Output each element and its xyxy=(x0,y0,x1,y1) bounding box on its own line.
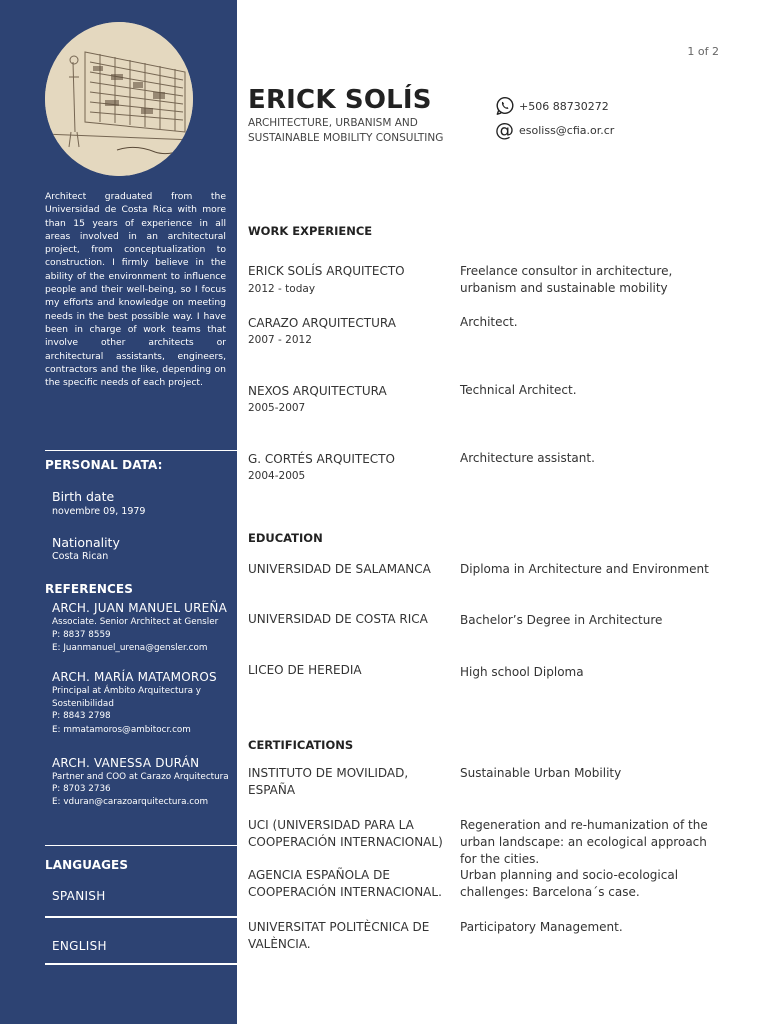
education-school: LICEO DE HEREDIA xyxy=(248,663,362,677)
certification-institution: AGENCIA ESPAÑOLA DE COOPERACIÓN INTERNACIONAL. xyxy=(248,868,442,899)
certification-institution: INSTITUTO DE MOVILIDAD, ESPAÑA xyxy=(248,766,409,797)
phone-contact xyxy=(495,96,609,116)
language-item: ENGLISH xyxy=(52,939,107,953)
certification-institution: UNIVERSITAT POLITÈCNICA DE VALÈNCIA. xyxy=(248,920,430,951)
languages-heading: LANGUAGES xyxy=(45,858,129,872)
reference-name: ARCH. MARÍA MATAMOROS xyxy=(52,670,217,684)
certification-institution: UCI (UNIVERSIDAD PARA LA COOPERACIÓN INTERNACIONAL) xyxy=(248,818,443,849)
nationality-label: Nationality xyxy=(52,535,120,550)
nationality-value: Costa Rican xyxy=(52,551,109,562)
reference-email[interactable]: E: Juanmanuel_urena@gensler.com xyxy=(52,643,208,653)
work-company: ERICK SOLÍS ARQUITECTO xyxy=(248,264,405,278)
certification-title: Regeneration and re-humanization of the urban landscape: an ecological approach for the cities. xyxy=(460,818,708,866)
reference-email[interactable]: E: mmatamoros@ambitocr.com xyxy=(52,725,191,735)
whatsapp-icon xyxy=(495,96,515,116)
reference-email[interactable]: E: vduran@carazoarquitectura.com xyxy=(52,797,209,807)
birth-date-label: Birth date xyxy=(52,489,115,504)
certification-title: Urban planning and socio-ecological challenges: Barcelona´s case. xyxy=(460,868,679,899)
education-school: UNIVERSIDAD DE SALAMANCA xyxy=(248,562,431,576)
birth-date-value: novembre 09, 1979 xyxy=(52,506,146,517)
certification-title: Sustainable Urban Mobility xyxy=(460,766,622,780)
reference-phone: P: 8703 2736 xyxy=(52,784,111,794)
work-role: Freelance consultor in architecture, urbanism and sustainable mobility xyxy=(460,264,673,295)
bio-text: Architect graduated from the Universidad de Costa Rica with more than 15 years of experience in all areas involved in an architectural project, from conceptualization to construction. I firmly believe in the ability of the environment to influence people and their well-being, so I focus my efforts and knowledge on meeting needs in the best possible way. I have been in charge of work teams that involve other architects or architectural assistants, engineers, contractors and the like, depending on the specific needs of each project. xyxy=(45,191,226,389)
work-company: NEXOS ARQUITECTURA xyxy=(248,384,387,398)
work-company: G. CORTÉS ARQUITECTO xyxy=(248,452,395,466)
references-heading: REFERENCES xyxy=(45,582,133,596)
language-item: SPANISH xyxy=(52,889,106,903)
education-degree: Bachelor’s Degree in Architecture xyxy=(460,613,663,627)
svg-text:@: @ xyxy=(495,120,514,140)
page-number: 1 of 2 xyxy=(687,45,719,58)
reference-position: Partner and COO at Carazo Arquitectura xyxy=(52,772,229,782)
education-degree: High school Diploma xyxy=(460,665,584,679)
personal-data-heading: PERSONAL DATA: xyxy=(45,458,163,472)
work-dates: 2007 - 2012 xyxy=(248,334,312,346)
email-contact xyxy=(495,120,614,140)
email-address[interactable]: esoliss@cfia.or.cr xyxy=(519,123,615,137)
work-role: Architect. xyxy=(460,315,518,329)
work-dates: 2004-2005 xyxy=(248,470,306,482)
reference-name: ARCH. JUAN MANUEL UREÑA xyxy=(52,601,227,615)
work-role: Architecture assistant. xyxy=(460,451,595,465)
reference-name: ARCH. VANESSA DURÁN xyxy=(52,756,200,770)
reference-phone: P: 8837 8559 xyxy=(52,630,111,640)
work-dates: 2012 - today xyxy=(248,283,316,295)
reference-position: Principal at Ámbito Arquitectura y Sostenibilidad xyxy=(52,686,201,709)
at-sign-icon xyxy=(495,120,515,140)
work-role: Technical Architect. xyxy=(460,383,577,397)
work-experience-heading: WORK EXPERIENCE xyxy=(248,224,373,238)
education-degree: Diploma in Architecture and Environment xyxy=(460,562,709,576)
certification-title: Participatory Management. xyxy=(460,920,623,934)
certifications-heading: CERTIFICATIONS xyxy=(248,738,354,752)
education-heading: EDUCATION xyxy=(248,531,323,545)
education-school: UNIVERSIDAD DE COSTA RICA xyxy=(248,612,428,626)
reference-position: Associate. Senior Architect at Gensler xyxy=(52,617,219,627)
reference-phone: P: 8843 2798 xyxy=(52,711,111,721)
phone-number[interactable]: +506 88730272 xyxy=(519,99,609,113)
person-name: ERICK SOLÍS xyxy=(248,85,432,115)
professional-subtitle: ARCHITECTURE, URBANISM AND SUSTAINABLE MOBILITY CONSULTING xyxy=(248,117,444,144)
work-company: CARAZO ARQUITECTURA xyxy=(248,316,396,330)
work-dates: 2005-2007 xyxy=(248,402,306,414)
